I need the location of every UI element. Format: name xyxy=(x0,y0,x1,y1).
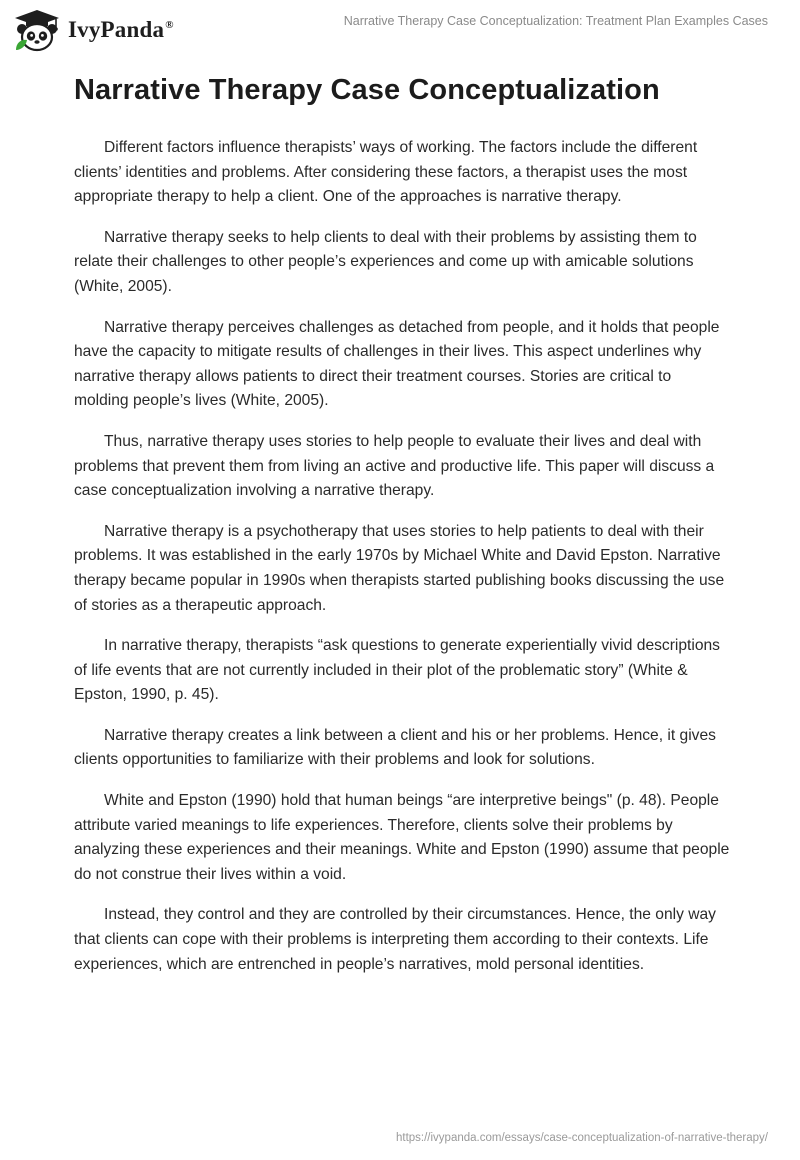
source-url-link[interactable]: https://ivypanda.com/essays/case-conceptualization-of-narrative-therapy/ xyxy=(395,1132,768,1144)
paragraph: Narrative therapy is a psychotherapy that uses stories to help patients to deal with their problems. It was established in the early 1970s by Michael White and David Epston. Narrative therapy became popular in 1990s when therapists started publishing books discussing the use of stories as a therapeutic approach. xyxy=(74,522,725,614)
paragraph: White and Epston (1990) hold that human beings “are interpretive beings" (p. 48). People attribute varied meanings to life experiences. Therefore, clients solve their problems by analyzing these experiences and their meanings. White and Epston (1990) assume that people do not construe their lives within a void. xyxy=(74,792,730,883)
page-header xyxy=(0,0,800,62)
page-title: Narrative Therapy Case Conceptualization xyxy=(74,74,660,106)
paragraph: Narrative therapy perceives challenges as detached from people, and it holds that people have the capacity to mitigate results of challenges in their lives. This aspect underlines why narrative therapy allows patients to direct their treatment courses. Stories are critical to molding people’s lives (White, 2005). xyxy=(74,318,720,410)
header-document-title: Narrative Therapy Case Conceptualization: Treatment Plan Examples Cases xyxy=(343,14,768,28)
paragraph: Instead, they control and they are controlled by their circumstances. Hence, the only way that clients can cope with their problems is interpreting them according to their contexts. Life experiences, which are entrenched in people’s narratives, mold personal identities. xyxy=(74,906,716,973)
paragraph: Different factors influence therapists’ ways of working. The factors include the different clients’ identities and problems. After considering these factors, a therapist uses the most appropriate therapy to help a client. One of the approaches is narrative therapy. xyxy=(74,139,698,206)
article-body xyxy=(74,136,730,993)
brand-name: IvyPanda® xyxy=(68,17,174,42)
paragraph: In narrative therapy, therapists “ask questions to generate experientially vivid descriptions of life events that are not currently included in their plot of the problematic story” (White & Epston, 1990, p. 45). xyxy=(74,637,720,704)
brand-logo-link[interactable] xyxy=(12,8,174,52)
panda-graduate-icon xyxy=(12,8,62,52)
paragraph: Narrative therapy seeks to help clients to deal with their problems by assisting them to relate their challenges to other people’s experiences and come up with amicable solutions (White, 2005). xyxy=(74,228,697,295)
paragraph: Narrative therapy creates a link between a client and his or her problems. Hence, it gives clients opportunities to familiarize with their problems and look for solutions. xyxy=(74,726,716,769)
paragraph: Thus, narrative therapy uses stories to help people to evaluate their lives and deal with problems that prevent them from living an active and productive life. This paper will discuss a case conceptualization involving a narrative therapy. xyxy=(74,432,715,500)
